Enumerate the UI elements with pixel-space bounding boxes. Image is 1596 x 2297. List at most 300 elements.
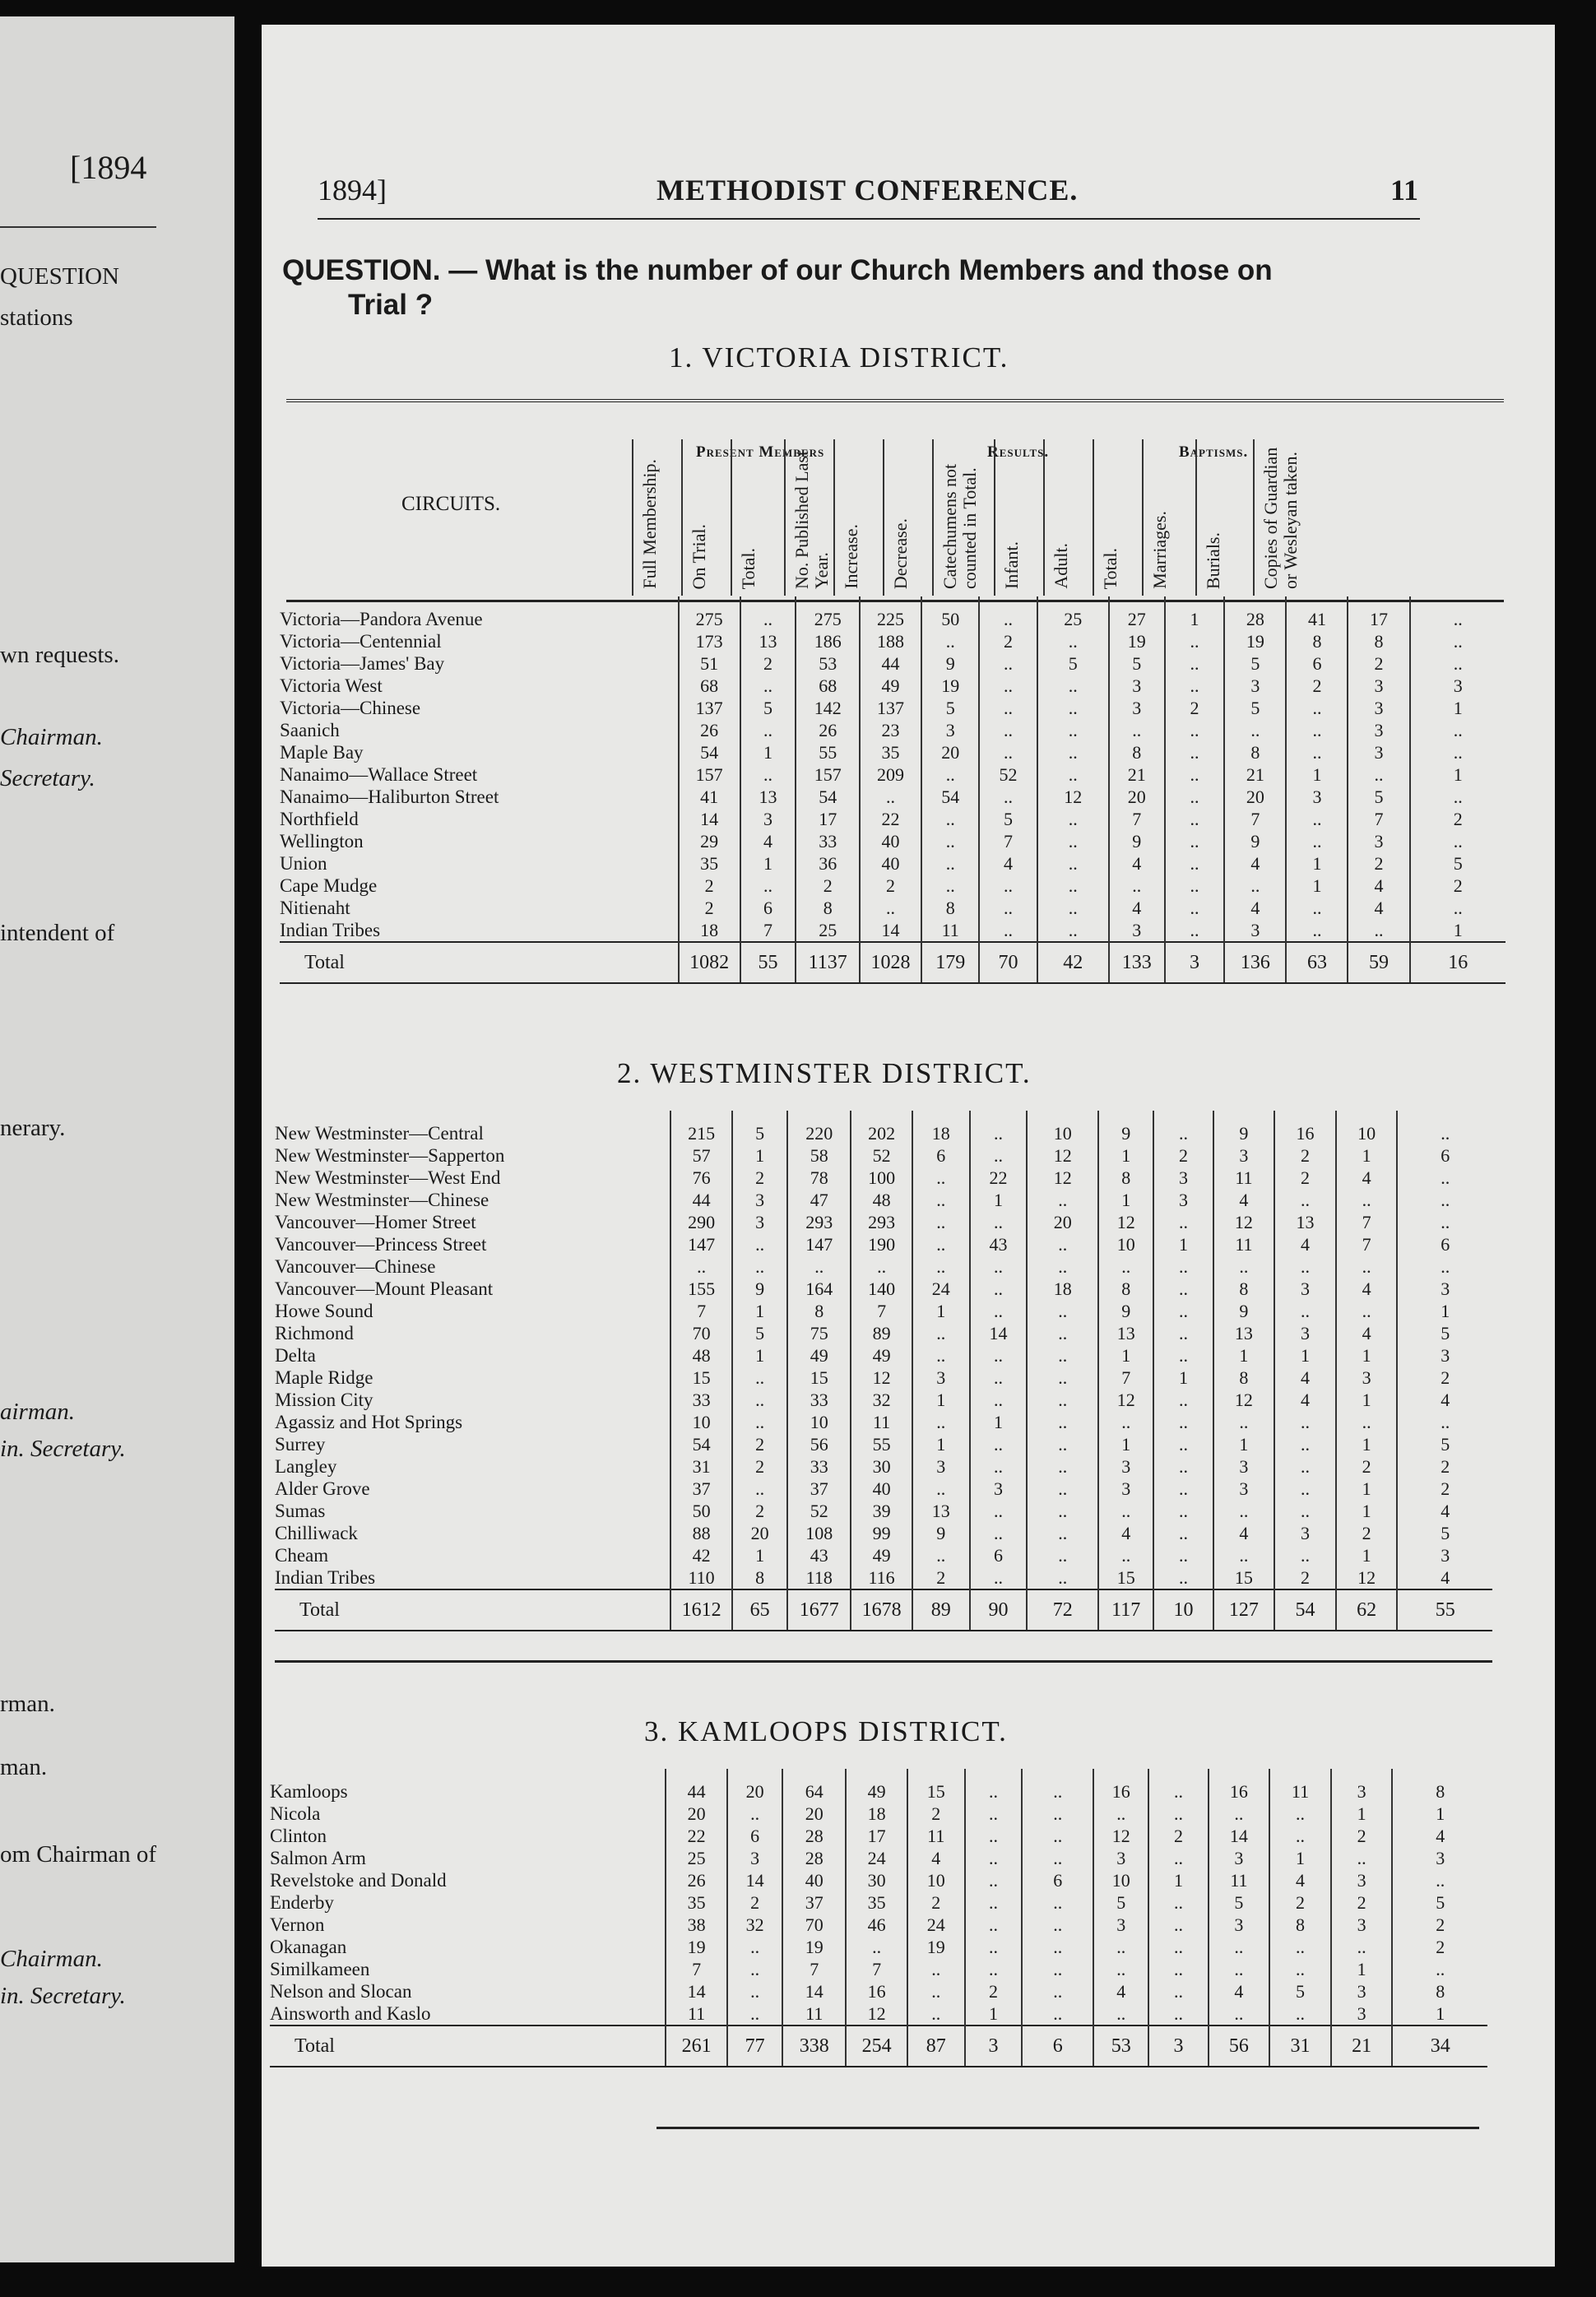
table-cell: .. <box>965 1847 1023 1869</box>
table-cell: 8 <box>1392 1980 1487 2002</box>
table-cell: .. <box>732 1389 787 1411</box>
table-cell: 173 <box>679 630 740 652</box>
table-cell: 2 <box>1410 808 1506 830</box>
table-cell: 293 <box>851 1211 912 1233</box>
table-cell: 40 <box>851 1478 912 1500</box>
table-cell: 1 <box>970 1189 1028 1211</box>
table-cell: 52 <box>851 1144 912 1167</box>
table-cell: 4 <box>1397 1389 1492 1411</box>
table-cell: 14 <box>727 1869 782 1891</box>
table-cell: 16 <box>1410 942 1506 983</box>
table-cell: 68 <box>679 675 740 697</box>
circuit-name: Vernon <box>270 1914 325 1935</box>
table-cell: .. <box>740 763 796 786</box>
table-cell: 1 <box>970 1411 1028 1433</box>
table-cell: 30 <box>846 1869 907 1891</box>
table-cell: .. <box>1397 1255 1492 1278</box>
table-cell: .. <box>1148 1847 1208 1869</box>
table-cell: 56 <box>787 1433 851 1455</box>
table-cell: 140 <box>851 1278 912 1300</box>
table-cell: 188 <box>860 630 921 652</box>
table-cell: .. <box>727 1803 782 1825</box>
table-cell: 2 <box>679 897 740 919</box>
table-cell: .. <box>1153 1300 1213 1322</box>
table-cell: 16 <box>1274 1111 1336 1144</box>
table-cell: 99 <box>851 1522 912 1544</box>
table-cell: 9 <box>1109 830 1165 852</box>
table-cell: 8 <box>1348 630 1409 652</box>
table-cell: .. <box>1274 1455 1336 1478</box>
question-line-2: Trial ? <box>348 289 434 321</box>
table-cell: 12 <box>1027 1144 1098 1167</box>
table-cell: 5 <box>1209 1891 1270 1914</box>
table-cell: .. <box>1027 1522 1098 1544</box>
table-cell: .. <box>912 1233 970 1255</box>
table-cell: 4 <box>1397 1566 1492 1589</box>
table-cell: 2 <box>1410 875 1506 897</box>
table-cell: .. <box>970 1144 1028 1167</box>
table-row <box>275 1111 1492 1144</box>
table-cell: .. <box>1027 1478 1098 1500</box>
table-cell: 3 <box>1109 919 1165 942</box>
table-cell: 3 <box>1397 1278 1492 1300</box>
table-cell: .. <box>965 1914 1023 1936</box>
table-row <box>275 1433 1492 1455</box>
table-cell: 147 <box>670 1233 732 1255</box>
table-cell: 6 <box>740 897 796 919</box>
circuit-name: Surrey <box>275 1434 326 1455</box>
table-cell: 1 <box>912 1433 970 1455</box>
table-cell: 6 <box>1397 1233 1492 1255</box>
running-header <box>262 156 1555 206</box>
table-cell: .. <box>1153 1478 1213 1500</box>
table-row <box>280 763 1506 786</box>
table-cell: 5 <box>1397 1522 1492 1544</box>
table-cell: 22 <box>860 808 921 830</box>
table-cell: .. <box>1148 1914 1208 1936</box>
circuit-name: Nelson and Slocan <box>270 1981 412 2002</box>
table-cell: .. <box>970 1300 1028 1322</box>
table-cell: 7 <box>1336 1233 1398 1255</box>
table-cell: .. <box>1022 1980 1093 2002</box>
table-cell: 4 <box>1336 1167 1398 1189</box>
table-cell: 142 <box>796 697 860 719</box>
table-cell: .. <box>1037 630 1109 652</box>
table-cell: 3 <box>1224 675 1286 697</box>
column-heading: Infant. <box>994 439 1045 596</box>
table-cell: 70 <box>782 1914 846 1936</box>
table-row <box>275 1189 1492 1211</box>
table-cell: .. <box>1410 630 1506 652</box>
circuit-name: Chilliwack <box>275 1523 358 1543</box>
table-cell: .. <box>1269 1803 1331 1825</box>
table-cell: .. <box>1027 1455 1098 1478</box>
circuit-name: Vancouver—Mount Pleasant <box>275 1278 494 1299</box>
circuit-name: Nitienaht <box>280 898 350 918</box>
table-cell: .. <box>1397 1111 1492 1144</box>
circuit-name: Nanaimo—Haliburton Street <box>280 787 499 807</box>
present-members-heading: Present Members <box>696 443 825 461</box>
table-cell: 39 <box>851 1500 912 1522</box>
table-cell: 3 <box>1410 675 1506 697</box>
table-cell: 11 <box>1213 1233 1275 1255</box>
circuit-name: Northfield <box>280 809 359 829</box>
district-table <box>280 596 1506 984</box>
table-cell: .. <box>979 697 1037 719</box>
table-cell: 2 <box>1269 1891 1331 1914</box>
table-cell: 7 <box>782 1958 846 1980</box>
table-cell: 2 <box>1348 652 1409 675</box>
table-cell: .. <box>1022 1891 1093 1914</box>
table-row <box>275 1389 1492 1411</box>
circuit-name: Delta <box>275 1345 316 1366</box>
table-cell: 49 <box>846 1769 907 1803</box>
table-cell: 1137 <box>796 942 860 983</box>
table-cell: 20 <box>782 1803 846 1825</box>
table-cell: 38 <box>666 1914 727 1936</box>
table-cell: 4 <box>1274 1367 1336 1389</box>
table-cell: 26 <box>679 719 740 741</box>
table-cell: 10 <box>1093 1869 1148 1891</box>
table-cell: .. <box>1022 1958 1093 1980</box>
results-heading: Results. <box>987 443 1050 461</box>
table-cell: 1 <box>732 1144 787 1167</box>
table-cell: .. <box>1410 596 1506 630</box>
table-cell: 32 <box>851 1389 912 1411</box>
table-cell: 49 <box>851 1544 912 1566</box>
table-cell: 147 <box>787 1233 851 1255</box>
table-cell: .. <box>727 1958 782 1980</box>
column-heading: Adult. <box>1043 439 1094 596</box>
table-cell: .. <box>1331 1936 1393 1958</box>
table-cell: 157 <box>796 763 860 786</box>
table-cell: .. <box>1153 1344 1213 1367</box>
table-cell: 7 <box>1098 1367 1153 1389</box>
question <box>282 253 1483 323</box>
table-row <box>270 1769 1487 1803</box>
table-cell: .. <box>1027 1544 1098 1566</box>
circuit-name: New Westminster—Sapperton <box>275 1145 505 1166</box>
table-cell: 24 <box>846 1847 907 1869</box>
left-fragment: Chairman. <box>0 724 103 750</box>
table-cell: 25 <box>1037 596 1109 630</box>
table-cell: 30 <box>851 1455 912 1478</box>
table-cell: .. <box>1027 1255 1098 1278</box>
table-cell: .. <box>1027 1344 1098 1367</box>
table-cell: .. <box>732 1478 787 1500</box>
table-cell: 1612 <box>670 1589 732 1631</box>
circuit-name: Vancouver—Chinese <box>275 1256 436 1277</box>
left-fragment: om Chairman of <box>0 1841 157 1868</box>
table-cell: 35 <box>860 741 921 763</box>
table-cell: 2 <box>1397 1367 1492 1389</box>
column-heading: Catechumens not counted in Total. <box>932 439 983 596</box>
table-cell: .. <box>979 652 1037 675</box>
table-cell: 2 <box>740 652 796 675</box>
table-cell: 44 <box>670 1189 732 1211</box>
table-cell: 12 <box>851 1367 912 1389</box>
table-row <box>275 1300 1492 1322</box>
table-cell: .. <box>740 875 796 897</box>
table-cell: 11 <box>666 2002 727 2026</box>
circuit-name: Revelstoke and Donald <box>270 1870 447 1891</box>
table-row <box>275 1211 1492 1233</box>
left-fragment: nerary. <box>0 1115 66 1141</box>
table-cell: 116 <box>851 1566 912 1589</box>
table-row <box>270 1803 1487 1825</box>
table-cell: 1 <box>1336 1478 1398 1500</box>
table-cell: 31 <box>670 1455 732 1478</box>
table-cell: 338 <box>782 2026 846 2067</box>
table-cell: 2 <box>1153 1144 1213 1167</box>
table-cell: .. <box>1022 2002 1093 2026</box>
table-cell: 8 <box>787 1300 851 1322</box>
table-cell: .. <box>1336 1255 1398 1278</box>
table-cell: 4 <box>1093 1980 1148 2002</box>
table-cell: 1 <box>1213 1433 1275 1455</box>
table-cell: 17 <box>846 1825 907 1847</box>
table-cell: 100 <box>851 1167 912 1189</box>
circuit-name: Similkameen <box>270 1959 370 1979</box>
table-cell: 17 <box>796 808 860 830</box>
table-cell: 12 <box>846 2002 907 2026</box>
table-row <box>280 675 1506 697</box>
table-cell: 37 <box>782 1891 846 1914</box>
table-cell: .. <box>921 875 979 897</box>
circuit-name: Total <box>280 942 679 983</box>
table-cell: 65 <box>732 1589 787 1631</box>
table-cell: 43 <box>787 1544 851 1566</box>
circuit-name: Nicola <box>270 1803 321 1824</box>
table-cell: 3 <box>732 1189 787 1211</box>
table-cell: .. <box>727 1936 782 1958</box>
table-cell: 2 <box>732 1433 787 1455</box>
table-cell: 43 <box>970 1233 1028 1255</box>
table-row <box>280 652 1506 675</box>
table-cell: .. <box>732 1233 787 1255</box>
table-cell: .. <box>1037 875 1109 897</box>
table-cell: 2 <box>1148 1825 1208 1847</box>
left-fragment: wn requests. <box>0 642 119 668</box>
table-cell: .. <box>1027 1300 1098 1322</box>
table-cell: 4 <box>1224 897 1286 919</box>
table-cell: 1 <box>740 852 796 875</box>
table-cell: 8 <box>1269 1914 1331 1936</box>
table-cell: .. <box>1274 1544 1336 1566</box>
table-cell: 10 <box>1098 1233 1153 1255</box>
table-cell: 12 <box>1098 1389 1153 1411</box>
table-cell: .. <box>732 1255 787 1278</box>
table-cell: .. <box>970 1344 1028 1367</box>
left-fragment: QUESTION <box>0 263 119 290</box>
circuit-name: Langley <box>275 1456 337 1477</box>
table-cell: 58 <box>787 1144 851 1167</box>
circuit-name: Maple Ridge <box>275 1367 373 1388</box>
table-cell: 12 <box>1098 1211 1153 1233</box>
column-heading: On Trial. <box>681 439 732 596</box>
table-cell: .. <box>1037 830 1109 852</box>
table-cell: 15 <box>787 1367 851 1389</box>
table-cell: 2 <box>1397 1455 1492 1478</box>
table-cell: .. <box>979 897 1037 919</box>
table-cell: 3 <box>1153 1189 1213 1211</box>
table-cell: .. <box>1274 1411 1336 1433</box>
table-cell: 25 <box>796 919 860 942</box>
table-row <box>270 1825 1487 1847</box>
column-heading: Marriages. <box>1142 439 1193 596</box>
table-cell: 11 <box>1269 1769 1331 1803</box>
table-cell: 275 <box>796 596 860 630</box>
table-cell: 48 <box>851 1189 912 1211</box>
table-cell: 4 <box>1348 897 1409 919</box>
table-cell: 24 <box>907 1914 965 1936</box>
table-cell: .. <box>907 1958 965 1980</box>
circuit-name: Nanaimo—Wallace Street <box>280 764 478 785</box>
table-cell: .. <box>851 1255 912 1278</box>
table-cell: .. <box>1209 1803 1270 1825</box>
table-cell: .. <box>1093 1958 1148 1980</box>
table-cell: .. <box>1027 1322 1098 1344</box>
table-cell: .. <box>1331 1847 1393 1869</box>
table-cell: 54 <box>1274 1589 1336 1631</box>
table-cell: .. <box>1153 1522 1213 1544</box>
table-cell: .. <box>965 1936 1023 1958</box>
table-cell: 2 <box>1336 1522 1398 1544</box>
table-cell: 20 <box>1224 786 1286 808</box>
table-row <box>275 1455 1492 1478</box>
circuit-name: Kamloops <box>270 1781 348 1802</box>
column-heading: Copies of Guardian or Wesleyan taken. <box>1253 439 1320 596</box>
table-cell: .. <box>1165 897 1225 919</box>
table-cell: 56 <box>1209 2026 1270 2067</box>
table-row <box>275 1411 1492 1433</box>
table-cell: .. <box>1269 1825 1331 1847</box>
table-cell: 37 <box>670 1478 732 1500</box>
table-cell: .. <box>1109 719 1165 741</box>
table-cell: 19 <box>782 1936 846 1958</box>
table-cell: 9 <box>1098 1300 1153 1322</box>
circuit-name: Enderby <box>270 1892 334 1913</box>
table-cell: .. <box>1165 830 1225 852</box>
table-cell: 3 <box>1348 719 1409 741</box>
table-cell: .. <box>1153 1322 1213 1344</box>
table-cell: 20 <box>727 1769 782 1803</box>
header-rule <box>318 218 1420 220</box>
table-cell: 3 <box>1331 1914 1393 1936</box>
table-cell: 7 <box>666 1958 727 1980</box>
table-cell: 1 <box>732 1544 787 1566</box>
table-cell: 35 <box>666 1891 727 1914</box>
table-cell: .. <box>787 1255 851 1278</box>
table-cell: 1 <box>912 1300 970 1322</box>
table-cell: 13 <box>912 1500 970 1522</box>
table-cell: .. <box>921 763 979 786</box>
table-cell: .. <box>1027 1189 1098 1211</box>
table-cell: 33 <box>796 830 860 852</box>
table-cell: 3 <box>1153 1167 1213 1189</box>
table-cell: .. <box>1027 1389 1098 1411</box>
table-cell: 1 <box>1336 1544 1398 1566</box>
table-cell: 72 <box>1027 1589 1098 1631</box>
table-cell: 9 <box>1213 1111 1275 1144</box>
circuit-name: Mission City <box>275 1390 373 1410</box>
table-cell: 8 <box>796 897 860 919</box>
table-cell: 64 <box>782 1769 846 1803</box>
table-cell: 9 <box>1213 1300 1275 1322</box>
table-cell: 42 <box>1037 942 1109 983</box>
header-year: 1894] <box>318 174 387 206</box>
table-row <box>280 719 1506 741</box>
circuit-name: Agassiz and Hot Springs <box>275 1412 463 1432</box>
table-cell: 164 <box>787 1278 851 1300</box>
table-cell: 136 <box>1224 942 1286 983</box>
table-cell: .. <box>965 1869 1023 1891</box>
table-cell: 5 <box>1392 1891 1487 1914</box>
circuit-name: Saanich <box>280 720 340 740</box>
table-cell: 3 <box>1348 697 1409 719</box>
table-cell: .. <box>1153 1411 1213 1433</box>
page-number: 11 <box>1390 174 1419 206</box>
circuit-name: Victoria—Centennial <box>280 631 442 652</box>
table-cell: .. <box>1153 1111 1213 1144</box>
table-cell: 117 <box>1098 1589 1153 1631</box>
table-cell: .. <box>1165 719 1225 741</box>
table-cell: 26 <box>796 719 860 741</box>
district-table <box>270 1769 1487 2067</box>
table-row <box>275 1278 1492 1300</box>
table-cell: 1 <box>1286 875 1348 897</box>
table-cell: .. <box>1269 2002 1331 2026</box>
table-cell: 1 <box>1392 2002 1487 2026</box>
table-cell: .. <box>1397 1211 1492 1233</box>
table-cell: 4 <box>1397 1500 1492 1522</box>
table-cell: 12 <box>1037 786 1109 808</box>
circuit-name: Howe Sound <box>275 1301 373 1321</box>
table-row <box>280 697 1506 719</box>
table-cell: .. <box>965 1958 1023 1980</box>
table-cell: 10 <box>1027 1111 1098 1144</box>
table-cell: .. <box>1213 1255 1275 1278</box>
table-cell: 1678 <box>851 1589 912 1631</box>
table-cell: .. <box>965 1769 1023 1803</box>
table-cell: 55 <box>740 942 796 983</box>
table-cell: .. <box>1165 652 1225 675</box>
table-cell: 3 <box>1331 1769 1393 1803</box>
table-cell: 5 <box>1224 697 1286 719</box>
table-row <box>270 1958 1487 1980</box>
table-row <box>275 1344 1492 1367</box>
table-cell: 3 <box>1109 675 1165 697</box>
table-cell: .. <box>1410 786 1506 808</box>
table-cell: 16 <box>1093 1769 1148 1803</box>
table-cell: .. <box>912 1344 970 1367</box>
table-cell: 35 <box>679 852 740 875</box>
table-cell: .. <box>1213 1544 1275 1566</box>
table-cell: .. <box>1027 1433 1098 1455</box>
table-cell: 4 <box>1274 1389 1336 1411</box>
circuit-name: Indian Tribes <box>280 920 381 940</box>
table-cell: 2 <box>912 1566 970 1589</box>
table-cell: 14 <box>1209 1825 1270 1847</box>
table-cell: .. <box>740 596 796 630</box>
table-cell: .. <box>970 1455 1028 1478</box>
table-cell: 8 <box>1213 1367 1275 1389</box>
table-cell: .. <box>970 1433 1028 1455</box>
table-cell: .. <box>912 1211 970 1233</box>
table-cell: .. <box>740 675 796 697</box>
table-cell: .. <box>907 1980 965 2002</box>
table-cell: .. <box>1392 1869 1487 1891</box>
